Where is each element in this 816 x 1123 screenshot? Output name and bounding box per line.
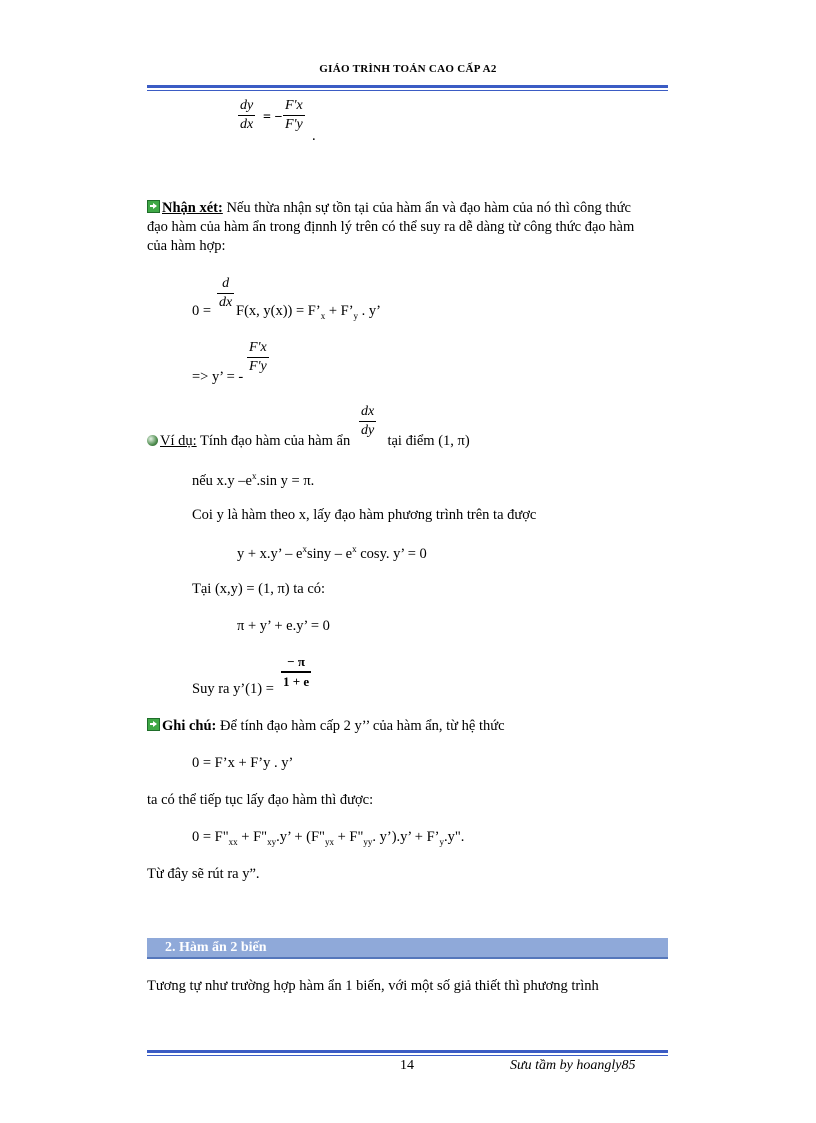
tai-line: Tại (x,y) = (1, π) ta có: (192, 581, 326, 597)
eq2-s5: y (439, 836, 444, 847)
eq2-f: .y". (444, 829, 465, 845)
section-header (147, 938, 668, 959)
header-rule (147, 85, 668, 88)
section-text: Tương tự như trường hợp hàm ẩn 1 biến, với một số giả thiết thì phương trình (147, 978, 599, 994)
coi-line: Coi y là hàm theo x, lấy đạo hàm phương trình trên ta được (192, 507, 537, 523)
eq2-s4: yy (363, 836, 373, 847)
eq1-den: dx (219, 295, 233, 310)
eq2-num: F'x (249, 340, 267, 355)
nhan-xet-line3: của hàm hợp: (147, 238, 226, 254)
footer-rule (147, 1050, 668, 1053)
ghi-chu-line (147, 718, 505, 735)
nhan-xet-line2: đạo hàm của hàm ẩn trong địnnh lý trên có thể suy ra dễ dàng từ công thức đạo hàm (147, 219, 635, 235)
formula-top-num1: dy (240, 98, 254, 113)
eq2-b: + F" (237, 829, 268, 845)
eq2-a: 0 = F" (192, 829, 229, 845)
ghi-chu-cont: ta có thể tiếp tục lấy đạo hàm thì được: (147, 792, 374, 808)
eq2-c: .y’ + (F" (276, 829, 325, 845)
page-header-title: GIÁO TRÌNH TOÁN CAO CẤP A2 (319, 63, 497, 75)
neu-post: .sin y = π. (256, 472, 315, 489)
eq2-den: F'y (249, 359, 267, 374)
vi-du-den: dy (361, 423, 375, 438)
eq2-left: => y’ = - (192, 369, 244, 385)
formula-top-num2: F'x (285, 98, 303, 113)
neu-pre: nếu x.y –e (192, 472, 252, 489)
ghi-chu-eq2 (192, 829, 464, 847)
nhan-xet-line1 (147, 200, 631, 217)
eq2-s1: xx (228, 836, 238, 847)
eq-a-sup1: x (302, 544, 307, 554)
vi-du-num: dx (361, 404, 375, 419)
footer-rule-thin (147, 1055, 668, 1056)
eq-a-sup2: x (352, 544, 357, 554)
vi-du-text-after: tại điểm (1, π) (383, 433, 470, 449)
eq-a-mid: siny – e (307, 545, 353, 562)
note-arrow-icon-2 (147, 718, 160, 731)
formula-top-den2: F'y (285, 117, 303, 132)
bullet-dot-icon (147, 435, 158, 446)
eq1-end: . y’ (358, 303, 381, 319)
eq1-sub1: x (320, 310, 326, 321)
eq-a-post: cosy. y’ = 0 (356, 545, 427, 562)
formula-top-op: = − (263, 110, 283, 125)
ghi-chu-label: Ghi chú: (162, 718, 217, 734)
eq1-num: d (222, 276, 230, 291)
eq-a-pre: y + x.y’ – e (237, 545, 303, 562)
ghi-chu-final: Từ đây sẽ rút ra y”. (147, 866, 260, 882)
vi-du-line (147, 433, 470, 450)
eq-a-line (237, 544, 427, 563)
eq1-sub2: y (353, 310, 359, 321)
ghi-chu-text: Để tính đạo hàm cấp 2 y’’ của hàm ẩn, từ hệ thức (216, 718, 505, 734)
eq2-s2: xy (267, 836, 277, 847)
section-title: 2. Hàm ẩn 2 biến (165, 940, 267, 955)
page-number: 14 (400, 1058, 414, 1073)
header-rule-thin (147, 90, 668, 91)
suy-den: 1 + e (283, 674, 310, 689)
nhan-xet-text1: Nếu thừa nhận sự tồn tại của hàm ẩn và đạo hàm của nó thì công thức (222, 200, 631, 216)
formula-top-den1: dx (240, 117, 254, 132)
neu-sup: x (252, 471, 257, 481)
suy-num: − π (287, 654, 305, 669)
footer-credit: Sưu tầm by hoangly85 (510, 1058, 636, 1073)
eq1-mid: + F’ (325, 303, 354, 319)
nhan-xet-label: Nhận xét: (162, 200, 223, 216)
eq1-rest-a: F(x, y(x)) = F’ (236, 303, 321, 319)
eq2-d: + F" (333, 829, 364, 845)
vi-du-label: Ví dụ: (160, 433, 197, 449)
note-arrow-icon (147, 200, 160, 213)
eq2-s3: yx (324, 836, 334, 847)
suy-ra-line: Suy ra y’(1) = (192, 681, 274, 697)
neu-line (192, 471, 314, 490)
ghi-chu-eq: 0 = F’x + F’y . y’ (192, 755, 294, 771)
vi-du-text-before: Tính đạo hàm của hàm ẩn (196, 433, 354, 449)
eq1-left: 0 = (192, 303, 212, 319)
eq-b-line: π + y’ + e.y’ = 0 (237, 618, 330, 634)
formula-top-tail: . (312, 128, 316, 144)
eq1-rest (236, 303, 381, 321)
eq2-e: . y’).y’ + F’ (372, 829, 440, 845)
